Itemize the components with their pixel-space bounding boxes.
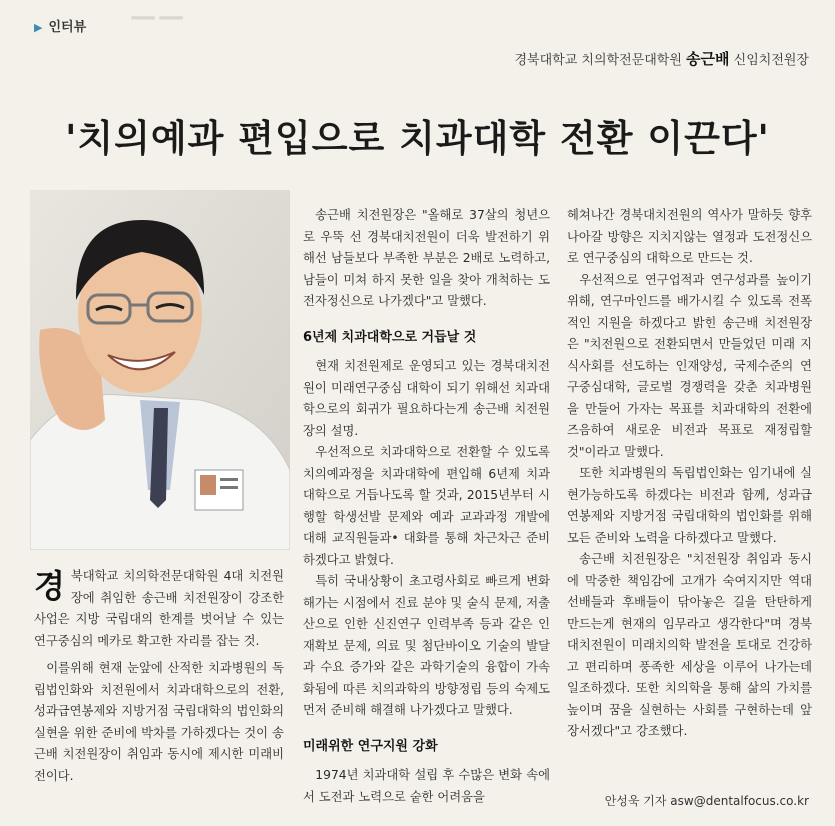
col1-paragraph-2: 이를위해 현재 눈앞에 산적한 치과병원의 독립법인화와 치전원에서 치과대학으로의 전환, 성과급연봉제와 지방거점 국립대학의 법인화의 실현을 위한 준비에 박차를 가하겠다는 것이 송근배 치전원장이 취임과 동시에 제시한 미래비전이다. <box>34 661 284 783</box>
col3-paragraph-4: 송근배 치전원장은 "치전원장 취임과 동시에 막중한 책임감에 고개가 숙여지지만 역대 선배들과 후배들이 닦아놓은 길을 탄탄하게 만드는게 현재의 임무라고 생각한다"며 경북대치전원이 미래치의학 발전을 토대로 건강하고 편리하며 풍족한 세상을 이루어 나가는데 일조하겠다. 또한 치의학을 통해 삶의 가치를 높이며 꿈을 실현하는 사회를 구현하는데 앞장서겠다"고 강조했다. <box>567 552 812 738</box>
byline <box>514 48 809 69</box>
col2-paragraph-3: 우선적으로 치과대학으로 전환할 수 있도록 치의예과정을 치과대학에 편입해 6년제 치과대학으로 거듭나도록 할 것과, 2015년부터 시행할 학생선발 문제와 예과 교과과정 개발에 대해 교직원들과• 대화를 통해 차근차근 준비하겠다고 밝혔다. <box>303 445 550 567</box>
section-tag <box>34 16 86 35</box>
headline: '치의예과 편입으로 치과대학 전환 이끈다' <box>65 116 770 160</box>
subhead-6year: 6년제 치과대학으로 거듭날 것 <box>303 329 477 345</box>
byline-title: 신임치전원장 <box>733 53 809 68</box>
col2-paragraph-4: 특히 국내상황이 초고령사회로 빠르게 변화해가는 시점에서 진료 분야 및 술식 문제, 저출산으로 인한 신진연구 인력부족 등과 같은 인재확보 문제, 의료 및 첨단바이오 기술의 발달과 수요 증가와 같은 과학기술의 융합이 가속화됨에 따른 치의과학의 방향정립 등의 숙제도 먼저 준비해 해결해 나가겠다고 말했다. <box>303 574 550 717</box>
dropcap: 경 <box>34 567 65 605</box>
subhead-research: 미래위한 연구지원 강화 <box>303 738 438 754</box>
col1-paragraph-1 <box>34 566 284 652</box>
byline-org: 경북대학교 치의학전문대학원 <box>514 53 682 68</box>
column-3 <box>567 205 812 743</box>
col2-paragraph-5: 1974년 치과대학 설립 후 수많은 변화 속에서 도전과 노력으로 숱한 어려움을 <box>303 768 550 804</box>
col3-paragraph-2: 우선적으로 연구업적과 연구성과를 높이기 위해, 연구마인드를 배가시킬 수 있도록 전폭적인 지원을 하겠다고 밝힌 송근배 치전원장은 "치전원으로 전환되면서 만들었던 미래 지식사회를 선도하는 인재양성, 국제수준의 연구중심대학, 글로벌 경쟁력을 갖춘 치과병원을 만들어 가자는 목표를 치과대학의 전환에 즈음하여 새로운 비전과 목표로 재정립할 것"이라고 말했다. <box>567 272 812 459</box>
col3-paragraph-3: 또한 치과병원의 독립법인화는 임기내에 실현가능하도록 하겠다는 비전과 함께, 성과급연봉제와 지방거점 국립대학의 법인화를 위해 모든 준비와 노력을 다하겠다고 말했다. <box>567 466 812 545</box>
background-ghost-text: —— <box>130 2 186 32</box>
triangle-icon: ▶ <box>34 21 43 34</box>
col2-paragraph-2: 현재 치전원제로 운영되고 있는 경북대치전원이 미래연구중심 대학이 되기 위해선 치과대학으로의 회귀가 필요하다는게 송근배 치전원장의 설명. <box>303 359 550 438</box>
portrait-illustration <box>30 190 290 550</box>
col1-p1-text: 북대학교 치의학전문대학원 4대 치전원장에 취임한 송근배 치전원장이 강조한 사업은 지방 국립대의 한계를 벗어날 수 있는 연구중심의 메카로 확고한 자리를 잡는 것. <box>34 569 284 648</box>
portrait-photo <box>30 190 290 550</box>
column-2 <box>303 205 550 808</box>
byline-name: 송근배 <box>686 50 730 68</box>
column-1 <box>34 566 284 787</box>
col3-paragraph-1: 헤쳐나간 경북대치전원의 역사가 말하듯 향후 나아갈 방향은 지치지않는 열정과 도전정신으로 연구중심의 대학으로 만드는 것. <box>567 208 812 265</box>
section-label: 인터뷰 <box>48 20 87 35</box>
col2-paragraph-1: 송근배 치전원장은 "올해로 37살의 청년으로 우뚝 선 경북대치전원이 더욱 발전하기 위해선 남들보다 부족한 부분은 2배로 노력하고, 남들이 미쳐 하지 못한 일을 찾아 개척하는 도전자정신으로 나가겠다"고 말했다. <box>303 208 550 308</box>
reporter-credit: 안성욱 기자 asw@dentalfocus.co.kr <box>604 794 809 808</box>
